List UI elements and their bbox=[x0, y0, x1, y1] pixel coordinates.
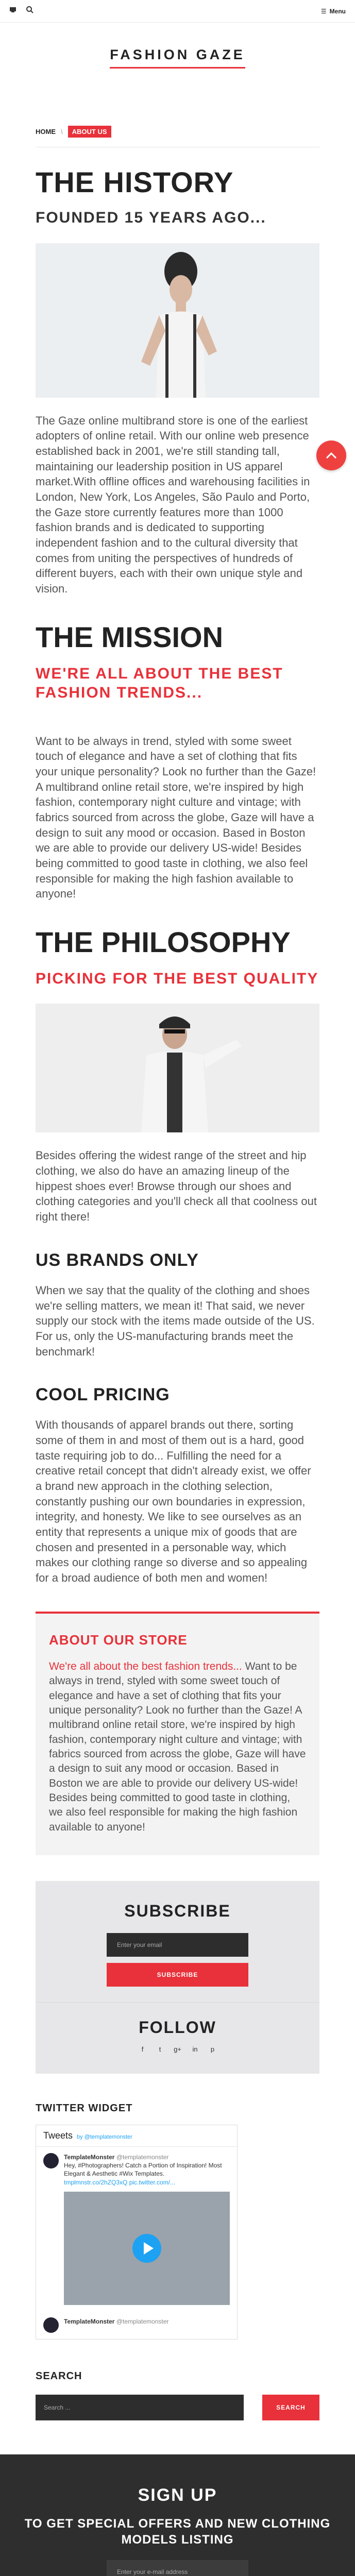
facebook-icon[interactable]: f bbox=[141, 2045, 144, 2053]
search-form bbox=[36, 2395, 319, 2420]
avatar bbox=[43, 2153, 59, 2168]
cool-pricing-title: COOL PRICING bbox=[36, 1385, 170, 1405]
us-brands-title: US BRANDS ONLY bbox=[36, 1250, 199, 1270]
history-subtitle: FOUNDED 15 YEARS AGO... bbox=[36, 209, 266, 226]
site-logo[interactable] bbox=[95, 42, 260, 76]
twitter-timeline-header bbox=[36, 2125, 237, 2147]
tweet-video-thumbnail[interactable] bbox=[64, 2192, 230, 2305]
about-store-body: Want to be always in trend, styled with some sweet touch of elegance and have a set of clothing that fits your unique personality? Look no further than the Gaze! A multibrand online retail store, we're inspired by high fashion, contemporary night culture and vintage; with fabrics sourced from across the globe, Gaze will have a design to suit any mood or occasion. Based in Boston we are able to provide our delivery US-wide! Besides being committed to good taste in clothing, we also feel responsible for making the high fashion available to anyone! bbox=[49, 1660, 306, 1833]
hamburger-icon: ☰ bbox=[320, 7, 327, 15]
about-store-text bbox=[49, 1659, 306, 1835]
philosophy-photo bbox=[36, 1004, 319, 1132]
pinterest-icon[interactable]: p bbox=[210, 2045, 215, 2053]
account-icon[interactable] bbox=[9, 6, 16, 16]
avatar bbox=[43, 2317, 59, 2333]
history-title: THE HISTORY bbox=[36, 166, 234, 198]
tweet-author: TemplateMonster bbox=[64, 2317, 115, 2325]
logo-underline bbox=[110, 67, 245, 69]
tweets-label: Tweets bbox=[43, 2130, 73, 2141]
breadcrumb-home-link[interactable]: HOME bbox=[36, 128, 56, 135]
tweet-text: Hey, #Photographers! Catch a Portion of Inspiration! Most Elegant & Aesthetic #Wix Templates. bbox=[64, 2162, 222, 2178]
history-text: The Gaze online multibrand store is one of the earliest adopters of online retail. With our online web presence established back in 2001, we're still standing tall, maintaining our leadership position in US apparel market.With offline offices and warehousing facilities in London, New York, Los Angeles, São Paulo and Porto, the Gaze store currently features more than 1000 fashion brands and is dedicated to supporting independent fashion and to the cultural diversity that comes from uniting the perspectives of hundreds of different buyers, each with their own unique style and vision. bbox=[36, 414, 310, 596]
twitter-widget-title: TWITTER WIDGET bbox=[36, 2102, 133, 2114]
mission-subtitle: WE'RE ALL ABOUT THE BEST FASHION TRENDS... bbox=[36, 665, 283, 702]
follow-widget bbox=[36, 2002, 319, 2074]
breadcrumb-current: ABOUT US bbox=[68, 126, 111, 138]
scroll-to-top-button[interactable] bbox=[316, 440, 346, 470]
sidebar-widgets bbox=[36, 1881, 319, 2074]
twitter-timeline[interactable] bbox=[36, 2125, 238, 2340]
tweet-handle: @templatemonster bbox=[116, 2317, 169, 2325]
cool-pricing-text: With thousands of apparel brands out there, sorting some of them in and most of them out is a hard, good taste requiring job to do... Fulfilling the need for a creative retail concept that didn't already exist, we offer a brand new approach in the clothing selection, constantly pushing our own boundaries in expression, integrity, and honesty. We like to see ourselves as an entity that represents a unique mix of goods that are chosen and presented in a personable way, which makes our clothing range so diverse and so appealing for a broad audience of both men and women! bbox=[36, 1418, 311, 1585]
menu-button[interactable] bbox=[321, 8, 346, 15]
play-icon bbox=[131, 2233, 162, 2264]
follow-title: FOLLOW bbox=[139, 2018, 216, 2037]
subscribe-email-input[interactable]: Enter your email bbox=[107, 1933, 248, 1957]
menu-label: Menu bbox=[329, 7, 346, 15]
model-woman-image bbox=[36, 243, 319, 398]
mission-title: THE MISSION bbox=[36, 620, 224, 653]
breadcrumb-separator: \ bbox=[61, 128, 63, 135]
top-bar bbox=[0, 0, 355, 23]
twitter-icon[interactable]: t bbox=[159, 2045, 161, 2053]
subscribe-widget bbox=[36, 1881, 319, 2002]
signup-title: SIGN UP bbox=[138, 2485, 217, 2505]
about-store-box bbox=[36, 1612, 319, 1855]
us-brands-text: When we say that the quality of the clothing and shoes we're selling matters, we mean it! That said, we never supply our stock with the items made outside of the US. For us, only the US-manufacturing brands meet the benchmark! bbox=[36, 1283, 315, 1358]
signup-subtitle: TO GET SPECIAL OFFERS AND NEW CLOTHING MODELS LISTING bbox=[24, 2516, 331, 2547]
mission-text: Want to be always in trend, styled with some sweet touch of elegance and have a set of clothing that fits your unique personality? Look no further than the Gaze! A multibrand online retail store, we're inspired by high fashion, contemporary night culture and vintage; with fabrics sourced from across the globe, Gaze will have a design to suit any mood or occasion. Based in Boston we are able to provide our delivery US-wide! Besides being committed to good taste in clothing, we also feel responsible for making the high fashion available to anyone! bbox=[36, 734, 316, 901]
twitter-handle-link[interactable]: by @templatemonster bbox=[77, 2133, 132, 2140]
search-input[interactable]: Search ... bbox=[36, 2395, 244, 2420]
search-widget bbox=[36, 2370, 319, 2420]
tweet-body bbox=[64, 2317, 230, 2333]
subscribe-title: SUBSCRIBE bbox=[124, 1901, 231, 1920]
subscribe-button[interactable]: SUBSCRIBE bbox=[107, 1963, 248, 1987]
history-photo bbox=[36, 243, 319, 398]
breadcrumb bbox=[36, 126, 319, 138]
tweet-body bbox=[64, 2153, 230, 2305]
logo-text: FASHION GAZE bbox=[110, 47, 245, 62]
twitter-widget bbox=[36, 2103, 319, 2340]
search-button[interactable]: SEARCH bbox=[262, 2395, 319, 2420]
chevron-up-icon bbox=[326, 452, 337, 459]
philosophy-subtitle: PICKING FOR THE BEST QUALITY bbox=[36, 970, 319, 987]
main-content bbox=[36, 126, 319, 2420]
signup-section bbox=[0, 2454, 355, 2576]
tweet-handle: @templatemonster bbox=[116, 2153, 169, 2161]
philosophy-title: THE PHILOSOPHY bbox=[36, 926, 291, 959]
top-bar-left bbox=[9, 6, 34, 16]
google-plus-icon[interactable]: g+ bbox=[174, 2045, 181, 2053]
social-links bbox=[36, 2045, 319, 2053]
about-store-title: ABOUT OUR STORE bbox=[49, 1632, 188, 1648]
linkedin-icon[interactable]: in bbox=[192, 2045, 198, 2053]
site-header bbox=[0, 23, 355, 95]
tweet[interactable] bbox=[36, 2147, 237, 2311]
tweet-link[interactable]: tmplmnstr.co/2hZQ3xQ pic.twitter.com/... bbox=[64, 2178, 176, 2186]
tweet-author: TemplateMonster bbox=[64, 2153, 115, 2161]
philosophy-text: Besides offering the widest range of the street and hip clothing, we also do have an amazing lineup of the hippest shoes ever! Browse through our shoes and clothing categories and you'll check all that coolness out right there! bbox=[36, 1149, 317, 1224]
signup-email-input[interactable]: Enter your e-mail address bbox=[107, 2560, 248, 2576]
search-title: SEARCH bbox=[36, 2370, 82, 2382]
about-store-highlight: We're all about the best fashion trends... bbox=[49, 1660, 242, 1672]
tweet[interactable] bbox=[36, 2311, 237, 2339]
model-man-image bbox=[36, 1004, 319, 1132]
search-icon[interactable] bbox=[26, 6, 34, 16]
